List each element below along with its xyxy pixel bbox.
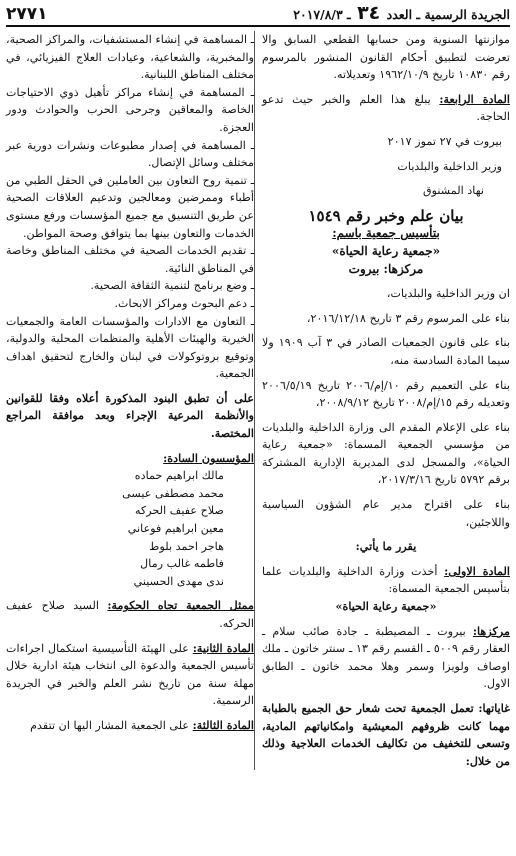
article-3-label: المادة الثالثة: xyxy=(192,717,254,732)
goal-item: ـ وضع برنامج لتنمية الثقافة الصحية. xyxy=(90,279,254,293)
notice-subtitle: بتأسيس جمعية باسم: xyxy=(332,226,440,241)
center-address xyxy=(262,623,510,693)
representative-text: السيد صلاح عفيف الحركه. xyxy=(6,599,254,630)
minister-line: ان وزير الداخلية والبلديات، xyxy=(386,287,510,301)
paragraph-intro: موازنتها السنوية ومن حسابها القطعي السابق والا تعرضت لتطبيق أحكام القانون المنشور بالمرسوم رقم ١٠٨٣٠ تاريخ ١٩٦٢/١٠/٩ وتعديلاته. xyxy=(262,33,510,82)
government-representative xyxy=(6,597,254,632)
article-1-text: أخذت وزارة الداخلية والبلديات علما بتأسيس الجمعية المسماة: xyxy=(262,564,510,596)
goal-item: ـ دعم البحوث ومراكز الابحاث. xyxy=(114,296,254,310)
goal-item: ـ تقديم الخدمات الصحية في مختلف المناطق وخاصة في المناطق النائية. xyxy=(6,244,254,275)
basis-3: بناء على التعميم رقم ١٠/إم/٢٠٠٦ تاريخ ٢٠٠٦/٥/١٩ وتعديله رقم ١٥/إم/٢٠٠٨ تاريخ ٢٠٠٨/٩/١٢، xyxy=(262,378,510,410)
article-2-label: المادة الثانية: xyxy=(192,640,254,655)
founder-name: ندى مهدى الحسيني xyxy=(133,574,224,588)
center-text: بيروت ـ المصيطبة ـ جادة صائب سلام ـ العقار رقم ٥٠٠٩ ـ القسم رقم ١٣ ـ سنتر خاتون ـ ملك اوصاف ولويزا وسمر وهلا محمد خاتون ـ الطابق الاول. xyxy=(262,624,510,691)
article-1-label: المادة الاولى: xyxy=(444,563,511,578)
goal-item: ـ التعاون مع الادارات والمؤسسات العامة والجمعيات الخيرية والهيئات الأهلية والمنظمات المحلية والدولية، وتوقيع بروتوكولات في لبنان والخارج لتحقيق اهداف الجمعية. xyxy=(6,314,254,381)
founder-name: معين ابراهيم فوعاني xyxy=(127,522,224,536)
founder-name: مالك ابراهيم حماده xyxy=(134,469,224,483)
headquarters: مركزها: بيروت xyxy=(348,261,424,276)
right-column xyxy=(262,31,510,770)
article-2-text: على الهيئة التأسيسية استكمال اجراءات تأسيس الجمعية والدعوة الى انتخاب هيئة ادارية خلال مهلة سنة من تاريخ نشر العلم والخبر في الجريدة الرسمية. xyxy=(6,641,254,708)
issue-date: ـ ٢٠١٧/٨/٣ xyxy=(293,7,351,22)
founder-name: هاجر احمد بلوط xyxy=(149,539,224,553)
header-title-group xyxy=(293,2,510,24)
goals: غاياتها: تعمل الجمعية تحت شعار حق الجميع بالطبابة مهما كانت ظروفهم المعيشية وامكانياتهم المادية، وتسعى للتخفيف من تكاليف الخدمات العلاجية وذلك من خلال: xyxy=(262,701,510,768)
issue-number: ٣٤ xyxy=(357,2,381,24)
founder-name: محمد مصطفى عيسى xyxy=(122,486,224,500)
signer-name: نهاد المشنوق xyxy=(422,184,484,198)
article-4-label: المادة الرابعة: xyxy=(439,91,510,106)
goal-item: ـ المساهمة في إصدار مطبوعات ونشرات دورية عبر مختلف وسائل الإتصال. xyxy=(6,138,254,170)
goal-item: ـ المساهمة في إنشاء مراكز تأهيل ذوي الاحتياجات الخاصة والمعاقين وجرحى الحرب والحوادث ودور العجزة. xyxy=(6,85,254,134)
article-3-text: على الجمعية المشار اليها ان تتقدم xyxy=(30,718,193,732)
signer-title: وزير الداخلية والبلديات xyxy=(397,159,502,173)
gazette-title: الجريدة الرسمية ـ العدد xyxy=(386,7,510,22)
representative-label: ممثل الجمعية تجاه الحكومة: xyxy=(107,598,254,613)
founders-label: المؤسسون السادة: xyxy=(163,450,254,465)
basis-4: بناء على الإعلام المقدم الى وزارة الداخلية والبلديات من مؤسسي الجمعية المسماة: «جمعية رعاية الحياة»، والمسجل لدى المديرية الإدارية المشتركة برقم ٥٧٩٢ تاريخ ٢٠١٧/٣/١٦، xyxy=(262,420,510,487)
article-1 xyxy=(262,563,510,598)
association-name: «جمعية رعاية الحياة» xyxy=(331,243,441,258)
page-header xyxy=(6,2,510,27)
page-number: ٢٧٧١ xyxy=(6,4,48,24)
basis-2: بناء على قانون الجمعيات الصادر في ٣ آب ١٩٠٩ ولا سيما المادة السادسة منه، xyxy=(262,336,511,367)
compliance-note: على أن تطبق البنود المذكورة أعلاه وفقا للقوانين والأنظمة المرعية الإجراء وبعد موافقة المراجع المختصة. xyxy=(6,390,254,441)
place-date: بيروت في ٢٧ تموز ٢٠١٧ xyxy=(387,134,502,148)
goal-item: ـ المساهمة في إنشاء المستشفيات، والمراكز الصحية، والمخبرية، والشعاعية، وعيادات العلاج الفيزيائي، في مختلف المناطق اللبنانية. xyxy=(6,33,254,82)
basis-5: بناء على اقتراح مدير عام الشؤون السياسية واللاجئين، xyxy=(262,498,510,529)
article-1-name: «جمعية رعاية الحياة» xyxy=(335,599,437,614)
goal-item: ـ تنمية روح التعاون بين العاملين في الحقل الطبي من أطباء وممرضين ومعالجين وتدعيم العلاقات الصحية عن طريق التنسيق مع جميع المؤسسات ورفع مستوى الخدمات والتعاون بينها بما يتوافق وصحة المواطن. xyxy=(6,173,254,240)
left-column xyxy=(6,31,255,770)
basis-1: بناء على المرسوم رقم ٣ تاريخ ٢٠١٦/١٢/١٨، xyxy=(306,311,510,325)
article-4 xyxy=(262,91,510,126)
article-2 xyxy=(6,640,254,710)
two-column-body xyxy=(6,31,510,770)
decides-line: يقرر ما يأتي: xyxy=(355,539,417,554)
center-label: مركزها: xyxy=(472,623,510,638)
founder-name: صلاح عفيف الحركه xyxy=(134,504,224,518)
founder-name: فاطمه غالب رمال xyxy=(140,557,224,571)
notice-title: بيان علم وخبر رقم ١٥٤٩ xyxy=(308,206,464,225)
article-3 xyxy=(6,717,254,735)
article-4-text: يبلغ هذا العلم والخبر حيث تدعو الحاجة. xyxy=(262,92,510,124)
